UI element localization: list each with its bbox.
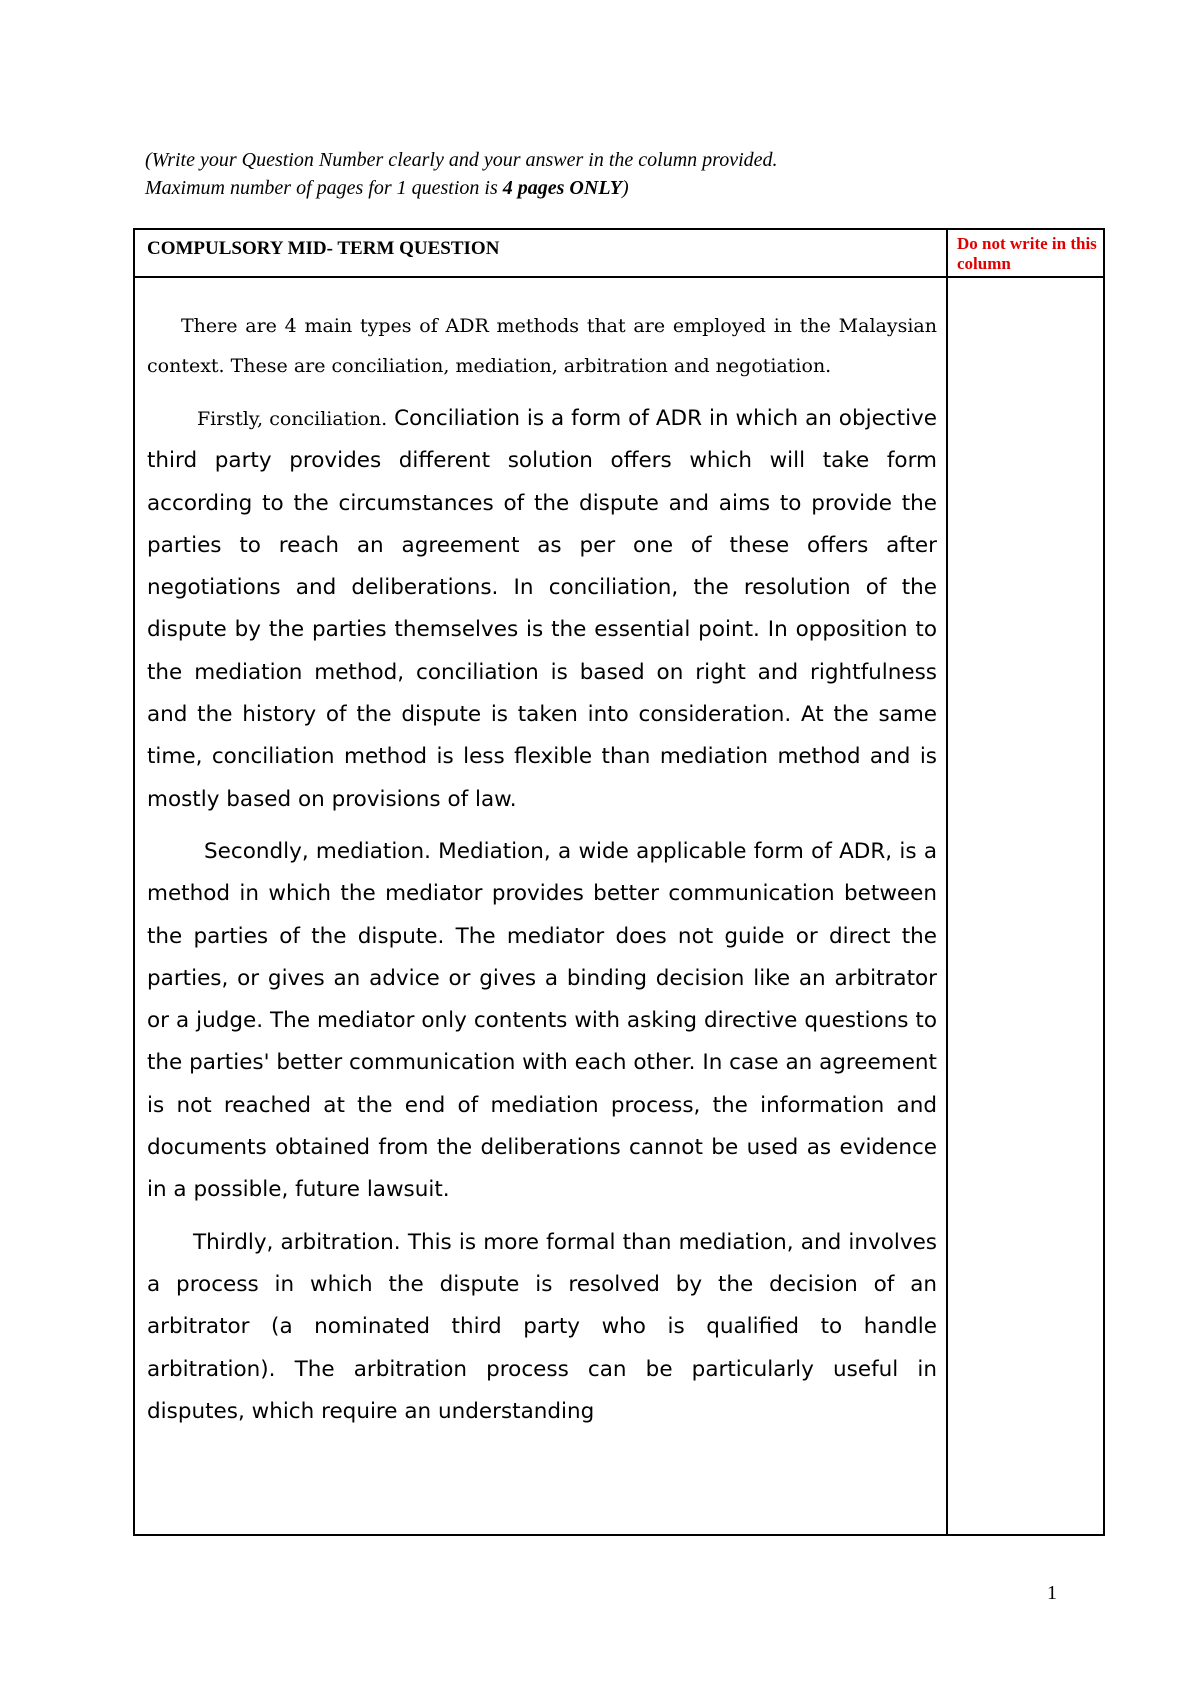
answer-paragraph-mediation: Secondly, mediation. Mediation, a wide applicable form of ADR, is a method in which the mediator provides better communication between the parties of the dispute. The mediator does not guide or direct the parties, or gives an advice or gives a binding decision like an arbitrator or a judge. The mediator only contents with asking directive questions to the parties' better communication with each other. In case an agreement is not reached at the end of mediation process, the information and documents obtained from the deliberations cannot be used as evidence in a possible, future lawsuit.	[147, 838, 937, 1203]
instructions-line-2	[145, 174, 1045, 202]
answer-paragraph-arbitration: Thirdly, arbitration. This is more formal than mediation, and involves a process in which the dispute is resolved by the decision of an arbitrator (a nominated third party who is qualified to handle arbitration). The arbitration process can be particularly useful in disputes, which require an understanding	[147, 1229, 937, 1424]
margin-column-note: Do not write in this column	[957, 234, 1097, 273]
answer-paragraph-conciliation	[147, 398, 937, 821]
answer-sheet-table	[133, 228, 1105, 1536]
column-divider	[946, 230, 948, 1534]
answer-column	[135, 278, 946, 1534]
answer-intro-paragraph: There are 4 main types of ADR methods that are employed in the Malaysian context. These are conciliation, mediation, arbitration and negotiation.	[147, 315, 937, 377]
conciliation-body: Conciliation is a form of ADR in which an objective third party provides different solution offers which will take form according to the circumstances of the dispute and aims to provide the parties to reach an agreement as per one of these offers after negotiations and deliberations. In conciliation, the resolution of the dispute by the parties themselves is the essential point. In opposition to the mediation method, conciliation is based on right and rightfulness and the history of the dispute is taken into consideration. At the same time, conciliation method is less flexible than mediation method and is mostly based on provisions of law.	[147, 406, 937, 812]
instructions-line-2-suffix: )	[622, 177, 629, 199]
question-title: COMPULSORY MID- TERM QUESTION	[147, 238, 500, 259]
instructions-line-2-prefix: Maximum number of pages for 1 question is	[145, 177, 503, 199]
answer-text	[147, 278, 937, 1433]
instructions	[145, 146, 1045, 202]
conciliation-lead: Firstly, conciliation.	[197, 408, 388, 430]
instructions-page-limit: 4 pages ONLY	[502, 177, 623, 199]
page-number: 1	[1047, 1582, 1057, 1604]
instructions-line-1: (Write your Question Number clearly and your answer in the column provided.	[145, 149, 778, 171]
